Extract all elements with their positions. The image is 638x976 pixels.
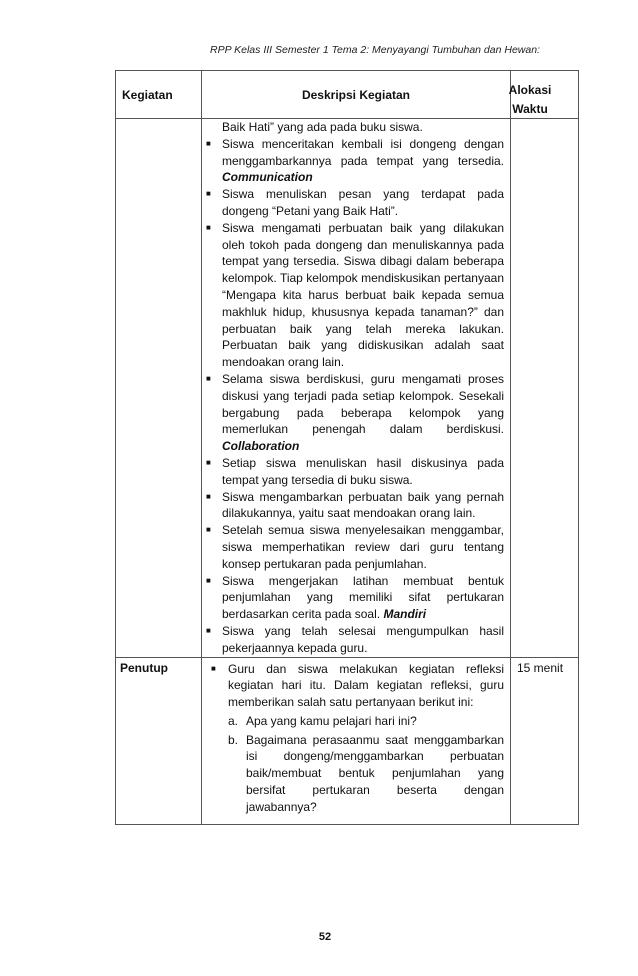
header-deskripsi: Deskripsi Kegiatan: [202, 71, 511, 119]
header-waktu: Waktu: [512, 102, 548, 116]
penutup-intro: Guru dan siswa melakukan kegiatan refleksi kegiatan hari itu. Dalam kegiatan refleksi, guru memberikan salah satu pertanyaan berikut ini:: [228, 661, 504, 710]
page-header: RPP Kelas III Semester 1 Tema 2: Menyayangi Tumbuhan dan Hewan:: [210, 44, 540, 56]
penutup-time: 15 menit: [511, 657, 579, 824]
page-number: 52: [318, 931, 332, 943]
penutup-label: Penutup: [116, 657, 202, 824]
item-letter: a.: [228, 713, 239, 728]
item-text: Bagaimana perasaanmu saat menggambarkan isi dongeng/menggambarkan perbuatan baik/membuat bentuk penjumlahan yang bersifat pertukaran beserta dengan jawabannya?: [246, 732, 504, 814]
list-item-text: Selama siswa berdiskusi, guru mengamati proses diskusi yang terjadi pada setiap kelompok. Sesekali bergabung pada beberapa kelompok yang memerlukan penengah dalam berdiskusi.: [222, 371, 504, 437]
list-item: [202, 186, 504, 220]
table-row-penutup: [116, 657, 579, 824]
alokasi-cell: [511, 119, 579, 658]
list-item-text: Siswa mengamati perbuatan baik yang dilakukan oleh tokoh pada dongeng dan menuliskannya pada tempat yang tersedia. Siswa dibagi dalam beberapa kelompok. Tiap kelompok mendiskusikan pertanyaan “Mengapa kita harus berbuat baik kepada semua makhluk hidup, khususnya kepada tanaman?” dan perbuatan baik yang telah mereka lakukan. Perbuatan baik yang didiskusikan adalah saat mendoakan orang lain.: [222, 220, 504, 370]
skill-tag: Communication: [222, 170, 313, 185]
list-item-text: Siswa menuliskan pesan yang terdapat pada dongeng “Petani yang Baik Hati”.: [222, 187, 504, 218]
square-bullet-icon: ■: [206, 222, 211, 232]
list-item: [202, 573, 504, 623]
deskripsi-cell: [202, 119, 511, 658]
list-item-text: Siswa mengambarkan perbuatan baik yang pernah dilakukannya, yaitu saat mendoakan orang lain.: [222, 489, 504, 521]
square-bullet-icon: ■: [206, 575, 211, 585]
list-item: [202, 371, 504, 455]
list-item-text: Siswa yang telah selesai mengumpulkan hasil pekerjaannya kepada guru.: [222, 623, 504, 655]
header-kegiatan: Kegiatan: [116, 71, 202, 119]
kegiatan-cell: [116, 119, 202, 658]
header-alokasi: Alokasi: [508, 83, 552, 97]
square-bullet-icon: ■: [206, 138, 211, 148]
reflection-questions: [228, 713, 504, 816]
list-item: [202, 136, 504, 186]
item-text: Apa yang kamu pelajari hari ini?: [246, 713, 417, 728]
list-item: [202, 522, 504, 572]
list-item-text: Setiap siswa menuliskan hasil diskusinya pada tempat yang tersedia di buku siswa.: [222, 455, 504, 487]
square-bullet-icon: ■: [206, 491, 211, 501]
list-item: [202, 623, 504, 657]
skill-tag: Collaboration: [222, 439, 300, 454]
square-bullet-icon: ■: [206, 189, 211, 199]
table-header-row: [116, 71, 579, 119]
list-item: [228, 713, 504, 730]
list-item-text: Siswa mengerjakan latihan membuat bentuk penjumlahan yang memiliki sifat pertukaran berdasarkan cerita pada soal.: [222, 573, 504, 622]
list-item: [202, 489, 504, 523]
list-item: [228, 732, 504, 816]
list-item: [202, 220, 504, 371]
header-alokasi-waktu: [508, 71, 579, 119]
square-bullet-icon: ■: [206, 457, 211, 467]
list-item-text: Setelah semua siswa menyelesaikan menggambar, siswa memperhatikan review dari guru tentang konsep pertukaran pada penjumlahan.: [222, 523, 504, 571]
list-item: [202, 455, 504, 489]
skill-tag: Mandiri: [383, 607, 427, 622]
item-letter: b.: [228, 732, 239, 747]
lesson-plan-table: [115, 70, 579, 825]
square-bullet-icon: ■: [206, 373, 211, 383]
table-row: [116, 119, 579, 658]
square-bullet-icon: ■: [206, 525, 211, 535]
square-bullet-icon: ■: [206, 625, 211, 635]
penutup-desc-cell: [202, 657, 511, 824]
list-item-text: Siswa menceritakan kembali isi dongeng dengan menggambarkannya pada tempat yang tersedia.: [222, 136, 504, 168]
continuation-text: Baik Hati” yang ada pada buku siswa.: [222, 120, 423, 134]
square-bullet-icon: ■: [211, 663, 216, 673]
